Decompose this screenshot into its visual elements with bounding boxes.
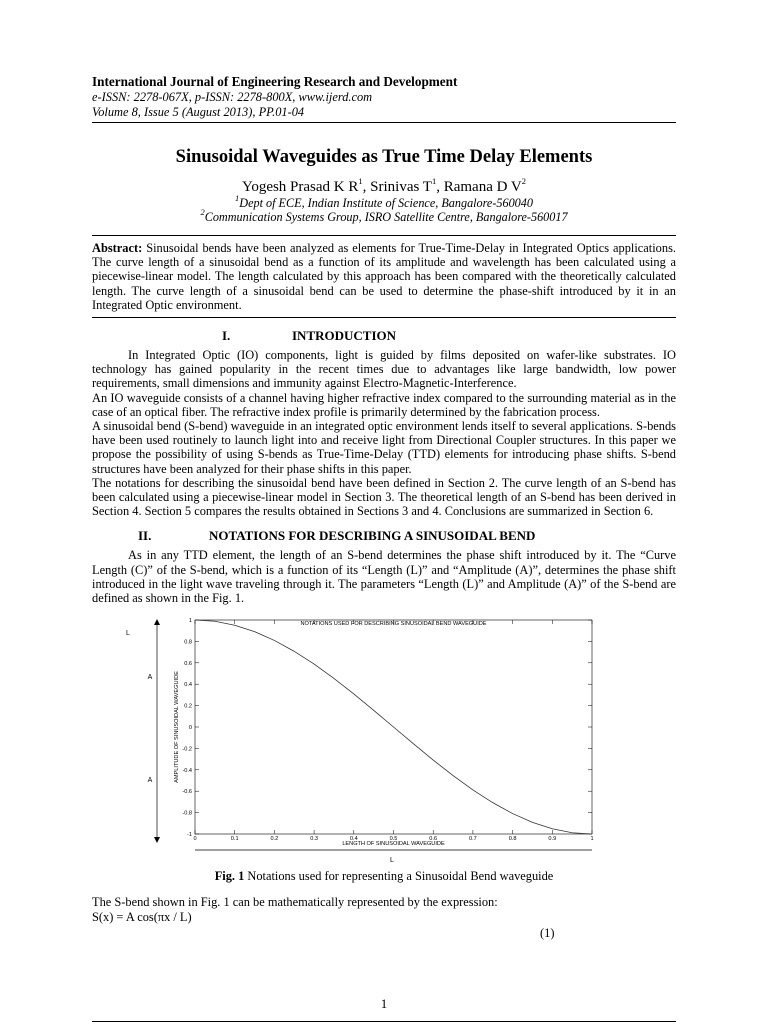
- journal-volume: Volume 8, Issue 5 (August 2013), PP.01-04: [92, 105, 305, 119]
- plot-area: [174, 618, 594, 847]
- x-tick-label: 0.8: [508, 836, 517, 843]
- y-tick-label: 1: [188, 618, 192, 625]
- page-number: 1: [380, 996, 388, 1011]
- caption-label: Fig. 1: [214, 869, 245, 884]
- equation: S(x) = A cos(πx / L): [92, 909, 192, 924]
- x-tick-label: 0: [193, 836, 197, 843]
- figure-1: [92, 617, 676, 865]
- equation-number: (1): [540, 925, 555, 940]
- x-tick-label: 0.2: [270, 836, 279, 843]
- equation-number-row: [92, 924, 676, 939]
- journal-issn: e-ISSN: 2278-067X, p-ISSN: 2278-800X, www.ijerd.com: [92, 90, 373, 104]
- footer-rule: [92, 1021, 676, 1022]
- paragraph: As in any TTD element, the length of an S-bend determines the phase shift introduced by it. The “Curve Length (C)” of the S-bend, which is a function of its “Length (L)” and “Amplitude (A)”, determines the phase shift introduced in the light wave traveling through it. The parameters “Length (L)” and Amplitude (A)” of the S-bend are defined as shown in the Fig. 1.: [92, 548, 676, 606]
- author-sup: 1: [431, 176, 437, 186]
- y-tick-label: 0: [188, 725, 192, 732]
- figure-caption: [92, 869, 676, 883]
- x-tick-label: 0.4: [349, 836, 358, 843]
- paper-page: [92, 70, 676, 939]
- author-name: Yogesh Prasad K R: [241, 179, 359, 195]
- y-tick-label: 0.2: [184, 703, 192, 710]
- y-tick-label: -1: [187, 832, 192, 839]
- author-sup: 1: [358, 176, 363, 186]
- author-name: Srinivas T: [370, 179, 432, 195]
- affiliation-sup: 2: [200, 206, 205, 217]
- x-tick-label: 0.1: [230, 836, 239, 843]
- dim-arrow: [154, 619, 160, 625]
- y-tick-label: -0.2: [182, 746, 192, 753]
- abstract-text: Sinusoidal bends have been analyzed as elements for True-Time-Delay in Integrated Optics applications. The curve length of a sinusoidal bend as a function of its amplitude and wavelength has been calculated using a piecewise-linear model. The length calculated by this approach has been compared with the theoretically calculated length. The curve length of a sinusoidal bend can be used to determine the phase-shift introduced by it in an Integrated Optic environment.: [92, 241, 676, 312]
- paragraph: An IO waveguide consists of a channel having higher refractive index compared to the surrounding material as in the case of an optical fiber. The refractive index profile is primarily determined by the fabrication process.: [92, 390, 676, 419]
- y-tick-label: -0.8: [182, 810, 192, 817]
- affiliation-sup: 1: [235, 192, 240, 203]
- section-title: NOTATIONS FOR DESCRIBING A SINUSOIDAL BEND: [209, 528, 536, 544]
- paragraph: The notations for describing the sinusoidal bend have been defined in Section 2. The curve length of an S-bend has been calculated using a piecewise-linear model in Section 3. The theoretical length of an S-bend has been derived in Section 4. Section 5 compares the results obtained in Sections 3 and 4. Conclusions are summarized in Section 6.: [92, 475, 676, 519]
- affiliation-text: Dept of ECE, Indian Institute of Science, Bangalore-560040: [239, 196, 533, 210]
- affiliation: [92, 206, 676, 224]
- x-tick-label: 0.9: [548, 836, 557, 843]
- section-heading: [92, 329, 676, 344]
- paper-title: Sinusoidal Waveguides as True Time Delay Elements: [175, 147, 593, 167]
- section-number: I.: [222, 328, 231, 344]
- y-tick-label: -0.6: [182, 789, 192, 796]
- x-tick-label: 0.5: [389, 836, 398, 843]
- y-axis-label: AMPLITUDE OF SINUSOIDAL WAVEGUIDE: [174, 671, 180, 784]
- paragraph: In Integrated Optic (IO) components, light is guided by films deposited on wafer-like substrates. IO technology has gained popularity in the recent times due to advantages like large bandwidth, low power requirements, small dimensions and immunity against Electro-Magnetic-Interference.: [92, 348, 676, 391]
- y-tick-label: 0.4: [184, 682, 192, 689]
- y-tick-label: -0.4: [182, 768, 192, 775]
- abstract: [92, 236, 676, 317]
- abstract-label: Abstract:: [92, 241, 143, 255]
- dim-arrow: [154, 837, 160, 843]
- caption-text: Notations used for representing a Sinusoidal Bend waveguide: [244, 869, 554, 884]
- affiliation: [92, 192, 676, 210]
- dim-label-bottom-L: L: [390, 857, 394, 865]
- affiliation-text: Communication Systems Group, ISRO Satellite Centre, Bangalore-560017: [204, 210, 568, 224]
- x-tick-label: 1: [590, 836, 594, 843]
- paragraph: The S-bend shown in Fig. 1 can be mathematically represented by the expression:: [92, 895, 498, 910]
- x-tick-label: 0.7: [469, 836, 477, 843]
- y-tick-label: 0.6: [184, 661, 192, 668]
- dim-label-L: L: [126, 630, 130, 638]
- section-heading: [92, 529, 676, 544]
- x-tick-label: 0.3: [310, 836, 318, 843]
- author-sup: 2: [521, 176, 526, 186]
- paragraph: A sinusoidal bend (S-bend) waveguide in an integrated optic environment lends itself to several applications. S-bends have been used routinely to launch light into and receive light from Directional Coupler structures. In this paper we propose the possibility of using S-bends as True-Time-Delay (TTD) elements for introducing phase shifts. S-bend structures have been analyzed for their phase shifts in this paper.: [92, 419, 676, 476]
- chart-title: NOTATIONS USED FOR DESCRIBING SINUSOIDAL BEND WAVEGUIDE: [300, 621, 487, 628]
- x-tick-label: 0.6: [429, 836, 438, 843]
- series-line-0: [195, 620, 592, 834]
- header-rule: [92, 122, 676, 123]
- abstract-bottom-rule: [92, 317, 676, 318]
- x-axis-label: LENGTH OF SINUSOIDAL WAVEGUIDE: [342, 841, 445, 848]
- author-list: Yogesh Prasad K $R^1$, Srinivas $T^1$, Ramana D $V^2$: [241, 176, 526, 195]
- section-title: INTRODUCTION: [292, 328, 397, 344]
- sinusoid-chart: [92, 617, 676, 865]
- dim-label-A-bottom: A: [147, 777, 153, 785]
- dim-label-A-top: A: [147, 674, 153, 682]
- journal-name: International Journal of Engineering Research and Development: [92, 74, 458, 89]
- section-number: II.: [138, 528, 152, 544]
- author-name: Ramana D V: [443, 179, 522, 195]
- y-tick-label: 0.8: [184, 639, 192, 646]
